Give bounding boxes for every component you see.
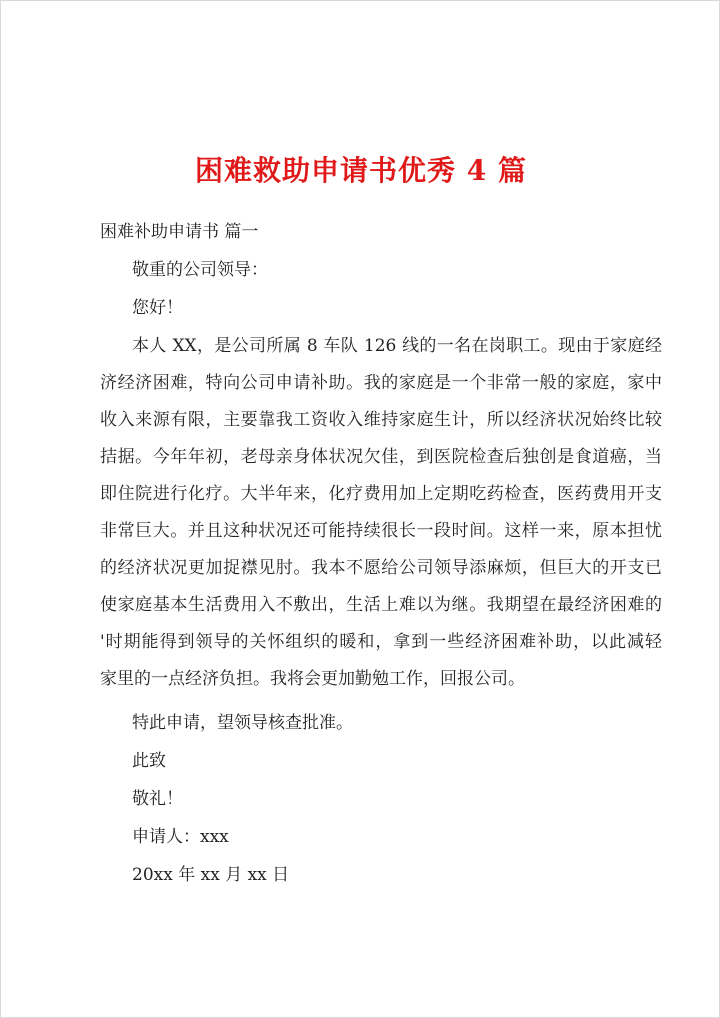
application-date: 20xx 年 xx 月 xx 日 bbox=[132, 865, 290, 885]
section-heading: 困难补助申请书 篇一 bbox=[100, 222, 259, 242]
body-line: 本人 XX，是公司所属 8 车队 126 线的一名在岗职工。现由于家庭经 bbox=[132, 336, 662, 356]
body-line: 家里的一点经济负担。我将会更加勤勉工作，回报公司。 bbox=[100, 669, 525, 689]
applicant-signature: 申请人：xxx bbox=[132, 827, 229, 847]
body-line: 收入来源有限，主要靠我工资收入维持家庭生计，所以经济状况始终比较 bbox=[100, 410, 662, 430]
body-line: '时期能得到领导的关怀组织的暖和，拿到一些经济困难补助，以此减轻 bbox=[100, 632, 662, 652]
body-line: 拮据。今年年初，老母亲身体状况欠佳，到医院检查后独创是食道癌，当 bbox=[100, 447, 662, 467]
document-title: 困难救助申请书优秀 4 篇 bbox=[195, 154, 527, 187]
body-line: 非常巨大。并且这种状况还可能持续很长一段时间。这样一来，原本担忧 bbox=[100, 521, 662, 541]
greeting: 您好！ bbox=[132, 298, 183, 318]
closing-line: 此致 bbox=[132, 751, 166, 771]
body-line: 使家庭基本生活费用入不敷出，生活上难以为继。我期望在最经济困难的 bbox=[100, 595, 662, 615]
request-line: 特此申请，望领导核查批准。 bbox=[132, 713, 353, 733]
closing-line: 敬礼！ bbox=[132, 789, 183, 809]
salutation: 敬重的公司领导： bbox=[132, 260, 268, 280]
body-line: 即住院进行化疗。大半年来，化疗费用加上定期吃药检查，医药费用开支 bbox=[100, 484, 662, 504]
body-line: 济经济困难，特向公司申请补助。我的家庭是一个非常一般的家庭，家中 bbox=[100, 373, 662, 393]
body-line: 的经济状况更加捉襟见肘。我本不愿给公司领导添麻烦，但巨大的开支已 bbox=[100, 558, 662, 578]
